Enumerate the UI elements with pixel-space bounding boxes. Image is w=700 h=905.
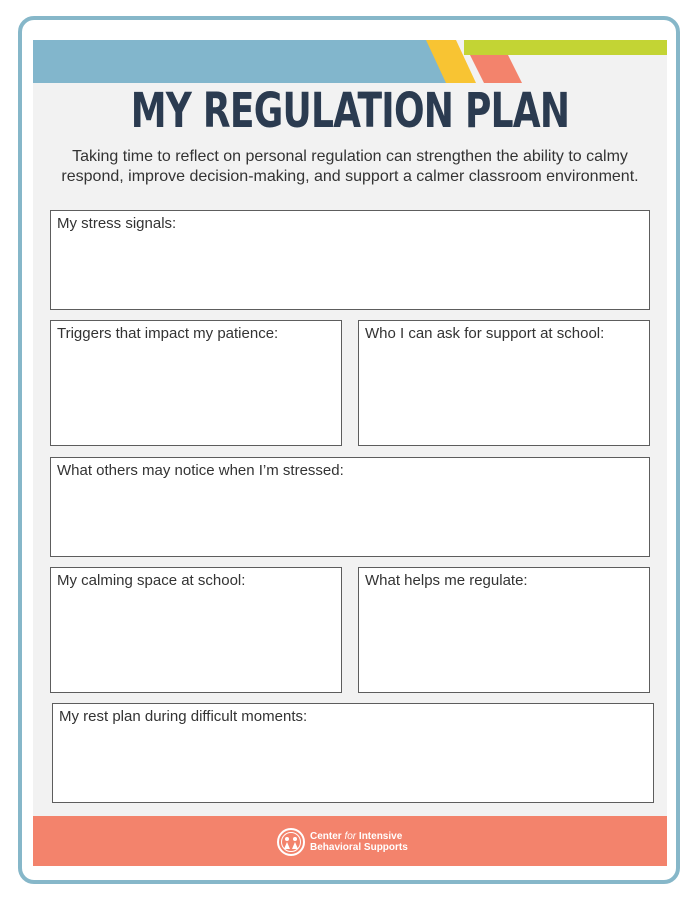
logo-word-intensive: Intensive xyxy=(358,831,403,842)
logo-word-center: Center xyxy=(310,831,342,842)
calming-space-label: My calming space at school: xyxy=(57,572,246,589)
logo-word-for: for xyxy=(344,831,357,842)
others-notice-label: What others may notice when I’m stressed: xyxy=(57,462,344,479)
triggers-box[interactable] xyxy=(50,320,342,446)
helps-regulate-box[interactable] xyxy=(358,567,650,693)
coral-stripe xyxy=(470,55,522,83)
header-blue-band xyxy=(33,40,447,83)
support-label: Who I can ask for support at school: xyxy=(365,325,605,342)
others-notice-box[interactable] xyxy=(50,457,650,557)
page-title: MY REGULATION PLAN xyxy=(130,83,570,139)
organization-logo xyxy=(276,827,436,857)
support-box[interactable] xyxy=(358,320,650,446)
rest-plan-label: My rest plan during difficult moments: xyxy=(59,708,308,725)
helps-regulate-label: What helps me regulate: xyxy=(365,572,528,589)
triggers-label: Triggers that impact my patience: xyxy=(57,325,279,342)
header-stripes xyxy=(420,40,530,83)
intro-text: Taking time to reflect on personal regulation can strengthen the ability to calmy respond, improve decision-making, and support a calmer classroom environment. xyxy=(61,148,639,185)
stress-signals-label: My stress signals: xyxy=(57,215,177,232)
logo-text xyxy=(310,831,408,853)
logo-line-2: Behavioral Supports xyxy=(310,842,408,853)
stress-signals-box[interactable] xyxy=(50,210,650,310)
yellow-stripe xyxy=(426,40,476,83)
calming-space-box[interactable] xyxy=(50,567,342,693)
rest-plan-box[interactable] xyxy=(52,703,654,803)
logo-mark-icon xyxy=(276,827,306,857)
